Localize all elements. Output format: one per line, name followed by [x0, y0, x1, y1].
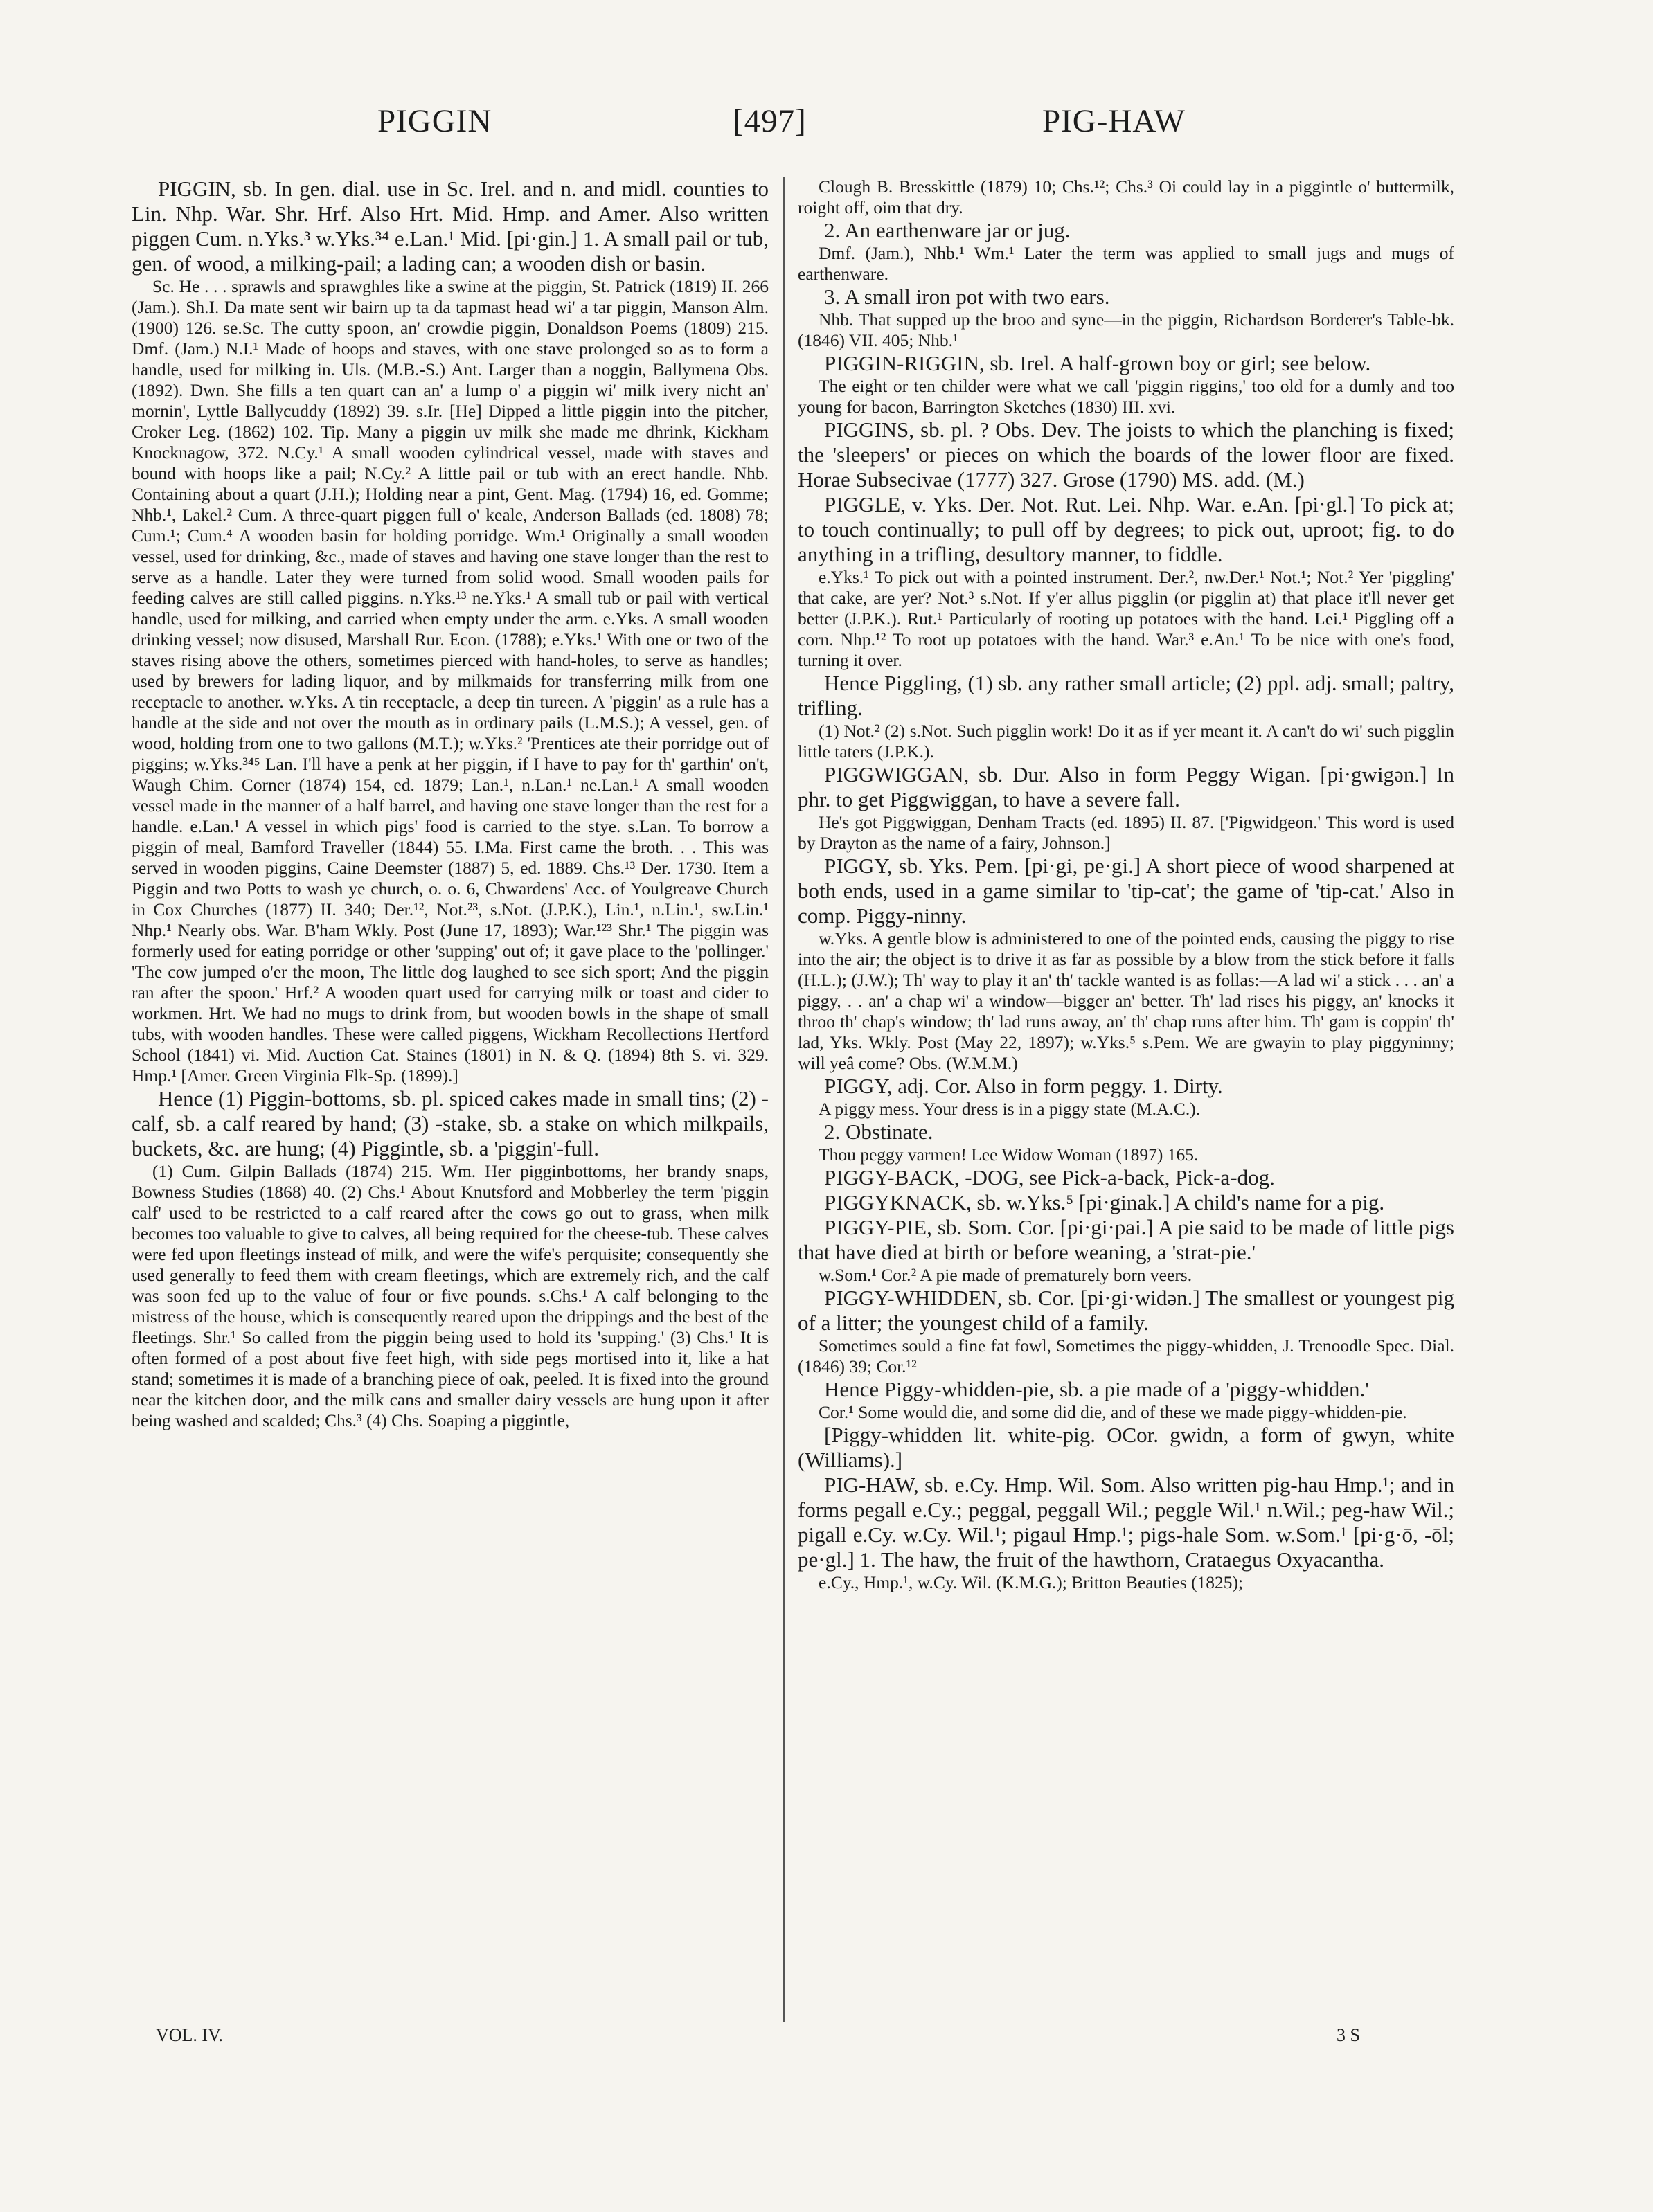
- entry-citations: (1) Cum. Gilpin Ballads (1874) 215. Wm. Her pigginbottoms, her brandy snaps, Bowness Studies (1868) 40. (2) Chs.¹ About Knutsford and Mobberley the term 'piggin calf' used to be restricted to a calf reared after the cows go out to grass, when milk becomes too valuable to give to calves, all being required for the cheese-tub. These calves were fed upon fleetings instead of milk, and were the wife's perquisite; consequently she used generally to feed them with cream fleetings, which are extremely rich, and the calf was soon fed up to the value of four or five pounds. s.Chs.¹ A calf belonging to the mistress of the house, which is consequently reared upon the drippings and the best of the fleetings. Shr.¹ So called from the piggin being used to hold its 'supping.' (3) Chs.¹ It is often formed of a post about five feet high, with side pegs mortised into it, like a hat stand; sometimes it is made of a branching piece of oak, peeled. It is fixed into the ground near the kitchen door, and the milk cans and smaller dairy vessels are hung upon it after being washed and scalded; Chs.³ (4) Chs. Soaping a piggintle,: [132, 1161, 769, 1430]
- column-divider: [783, 177, 785, 2022]
- dictionary-entry: PIGGWIGGAN, sb. Dur. Also in form Peggy Wigan. [pi·gwigən.] In phr. to get Piggwiggan, to have a severe fall.: [798, 762, 1454, 811]
- dictionary-entry: Hence (1) Piggin-bottoms, sb. pl. spiced cakes made in small tins; (2) -calf, sb. a calf reared by hand; (3) -stake, sb. a stake on which milkpails, buckets, &c. are hung; (4) Piggintle, sb. a 'piggin'-full.: [132, 1086, 769, 1160]
- dictionary-entry: PIGGY, adj. Cor. Also in form peggy. 1. Dirty.: [824, 1074, 1223, 1098]
- signature-mark: 3 S: [1337, 2025, 1360, 2045]
- entry-citations: w.Som.¹ Cor.² A pie made of prematurely born veers.: [819, 1265, 1192, 1285]
- left-column: [132, 177, 769, 1431]
- dictionary-entry: PIG-HAW, sb. e.Cy. Hmp. Wil. Som. Also written pig-hau Hmp.¹; and in forms pegall e.Cy.; peggal, peggall Wil.; peggle Wil.¹ n.Wil.; peg-haw Wil.; pigall e.Cy. w.Cy. Wil.¹; pigaul Hmp.¹; pigs-hale Som. w.Som.¹ [pi·g·ō, -ōl; pe·gl.] 1. The haw, the fruit of the hawthorn, Crataegus Oxyacantha.: [798, 1473, 1454, 1572]
- entry-citations: Cor.¹ Some would die, and some did die, and of these we made piggy-whidden-pie.: [819, 1402, 1407, 1422]
- volume-label: VOL. IV.: [156, 2025, 224, 2045]
- entry-citations: The eight or ten childer were what we call 'piggin riggins,' too old for a dumly and too young for bacon, Barrington Sketches (1830) III. xvi.: [798, 376, 1454, 417]
- entry-citations: e.Yks.¹ To pick out with a pointed instrument. Der.², nw.Der.¹ Not.¹; Not.² Yer 'piggling' that cake, are yer? Not.³ s.Not. If y'er allus pigglin (or pigglin at) that place it'll never get better (J.P.K.). Rut.¹ Particularly of rooting up potatoes with the hand. Lei.¹ Piggling off a corn. Nhp.¹² To root up potatoes with the hand. War.³ e.An.¹ To be nice with one's food, turning it over.: [798, 567, 1454, 670]
- dictionary-entry: PIGGIN-RIGGIN, sb. Irel. A half-grown boy or girl; see below.: [824, 351, 1371, 375]
- dictionary-entry: PIGGY-BACK, -DOG, see Pick-a-back, Pick-a-dog.: [824, 1165, 1275, 1189]
- page-number: [497]: [733, 103, 807, 139]
- dictionary-entry: PIGGIN, sb. In gen. dial. use in Sc. Irel. and n. and midl. counties to Lin. Nhp. War. Shr. Hrf. Also Hrt. Mid. Hmp. and Amer. Also written piggen Cum. n.Yks.³ w.Yks.³⁴ e.Lan.¹ Mid. [pi·gin.] 1. A small pail or tub, gen. of wood, a milking-pail; a lading can; a wooden dish or basin.: [132, 177, 769, 276]
- entry-citations: Thou peggy varmen! Lee Widow Woman (1897) 165.: [819, 1144, 1199, 1165]
- right-column: [798, 177, 1454, 1593]
- entry-citations: w.Yks. A gentle blow is administered to one of the pointed ends, causing the piggy to rise into the air; the object is to drive it as far as possible by a blow from the stick before it falls (H.L.); (J.W.); Th' way to play it an' th' tackle wanted is as follas:—A lad wi' a stick . . . an' a piggy, . . an' a chap wi' a window—bigger an' better. Th' lad rises his piggy, an' knocks it throo th' chap's window; th' lad runs away, an' th' chap runs after him. Th' gam is coppin' th' lad, Yks. Wkly. Post (May 22, 1897); w.Yks.⁵ s.Pem. We are gwayin to play piggyninny; will yeâ come? Obs. (W.M.M.): [798, 928, 1454, 1073]
- dictionary-entry: PIGGLE, v. Yks. Der. Not. Rut. Lei. Nhp. War. e.An. [pi·gl.] To pick at; to touch continually; to pull off by degrees; to pick out, uproot; fig. to do anything in a trifling, desultory manner, to fiddle.: [798, 492, 1454, 566]
- entry-citations: (1) Not.² (2) s.Not. Such pigglin work! Do it as if yer meant it. A can't do wi' such pigglin little taters (J.P.K.).: [798, 721, 1454, 762]
- dictionary-entry: 2. An earthenware jar or jug.: [824, 218, 1071, 242]
- dictionary-entry: 3. A small iron pot with two ears.: [824, 285, 1110, 309]
- dictionary-entry: PIGGY-PIE, sb. Som. Cor. [pi·gi·pai.] A pie said to be made of little pigs that have died at birth or before weaning, a 'strat-pie.': [798, 1215, 1454, 1264]
- entry-citations: Sc. He . . . sprawls and sprawghles like a swine at the piggin, St. Patrick (1819) II. 266 (Jam.). Sh.I. Da mate sent wir bairn up ta da tapmast head wi' a tar piggin, Manson Alm. (1900) 126. se.Sc. The cutty spoon, an' crowdie piggin, Donaldson Poems (1809) 215. Dmf. (Jam.) N.I.¹ Made of hoops and staves, with one stave prolonged so as to form a handle, used for milking in. Uls. (M.B.-S.) Ant. Larger than a noggin, Ballymena Obs. (1892). Dwn. She fills a ten quart can an' a lump o' a piggin wi' milk ivery nicht an' mornin', Lyttle Ballycuddy (1892) 39. s.Ir. [He] Dipped a little piggin into the pitcher, Croker Leg. (1862) 102. Tip. Many a piggin uv milk she made me dhrink, Kickham Knocknagow, 372. N.Cy.¹ A small wooden cylindrical vessel, made with staves and bound with hoops like a pail; N.Cy.² A little pail or tub with an erect handle. Nhb. Containing about a quart (J.H.); Holding near a pint, Gent. Mag. (1794) 16, ed. Gomme; Nhb.¹, Lakel.² Cum. A three-quart piggen full o' keale, Anderson Ballads (ed. 1808) 78; Cum.¹; Cum.⁴ A wooden basin for holding porridge. Wm.¹ Originally a small wooden vessel, used for drinking, &c., made of staves and having one stave longer than the rest to serve as a handle. Later they were turned from solid wood. Small wooden pails for feeding calves are still called piggins. n.Yks.¹³ ne.Yks.¹ A small tub or pail with vertical handle, used for milking, and carried when empty under the arm. e.Yks. A small wooden drinking vessel; now disused, Marshall Rur. Econ. (1788); e.Yks.¹ With one or two of the staves rising above the others, sometimes pierced with hand-holes, to serve as handles; used by brewers for lading liquor, and by milkmaids for transferring milk from one receptacle to another. w.Yks. A tin receptacle, a deep tin tureen. A 'piggin' as a rule has a handle at the side and not over the mouth as in ordinary pails (L.M.S.); A vessel, gen. of wood, holding from one to two gallons (M.T.); w.Yks.² 'Prentices ate their porridge out of piggins; w.Yks.³⁴⁵ Lan. I'll have a penk at her piggin, if I have to pay for th' garthin' on't, Waugh Chim. Corner (1874) 154, ed. 1879; Lan.¹, n.Lan.¹ ne.Lan.¹ A small wooden vessel made in the manner of a half barrel, and having one stave longer than the rest for a handle. e.Lan.¹ A vessel in which pigs' food is carried to the stye. s.Lan. To borrow a piggin of meal, Bamford Traveller (1844) 55. I.Ma. First came the broth. . . This was served in wooden piggins, Caine Deemster (1887) 5, ed. 1889. Chs.¹³ Der. 1730. Item a Piggin and two Potts to wash ye church, o. o. 6, Chwardens' Acc. of Youlgreave Church in Cox Churches (1877) II. 340; Der.¹², Not.²³, s.Not. (J.P.K.), Lin.¹, n.Lin.¹, sw.Lin.¹ Nhp.¹ Nearly obs. War. B'ham Wkly. Post (June 17, 1893); War.¹²³ Shr.¹ The piggin was formerly used for eating porridge or other 'supping' out of; it gave place to the 'pollinger.' 'The cow jumped o'er the moon, The little dog laughed to see sich sport; And the piggin ran after the spoon.' Hrf.² A wooden quart used for carrying milk or toast and cider to workmen. Hrt. We had no mugs to drink from, but wooden bowls in the shape of small tubs, with wooden handles. These were called piggens, Wickham Recollections Hertford School (1841) vi. Mid. Auction Cat. Staines (1801) in N. & Q. (1894) 8th S. vi. 329. Hmp.¹ [Amer. Green Virginia Flk-Sp. (1899).]: [132, 276, 769, 1086]
- running-head-left: PIGGIN: [377, 103, 492, 139]
- dictionary-entry: Hence Piggling, (1) sb. any rather small article; (2) ppl. adj. small; paltry, trifling.: [798, 671, 1454, 720]
- entry-citations: e.Cy., Hmp.¹, w.Cy. Wil. (K.M.G.); Britton Beauties (1825);: [819, 1572, 1244, 1592]
- dictionary-entry: Hence Piggy-whidden-pie, sb. a pie made of a 'piggy-whidden.': [824, 1377, 1369, 1401]
- dictionary-entry: PIGGY, sb. Yks. Pem. [pi·gi, pe·gi.] A short piece of wood sharpened at both ends, used in a game similar to 'tip-cat'; the game of 'tip-cat.' Also in comp. Piggy-ninny.: [798, 854, 1454, 928]
- entry-citations: Dmf. (Jam.), Nhb.¹ Wm.¹ Later the term was applied to small jugs and mugs of earthenware.: [798, 243, 1454, 284]
- entry-citations: Clough B. Bresskittle (1879) 10; Chs.¹²; Chs.³ Oi could lay in a piggintle o' buttermilk, roight off, oim that dry.: [798, 177, 1454, 217]
- entry-citations: He's got Piggwiggan, Denham Tracts (ed. 1895) II. 87. ['Pigwidgeon.' This word is used by Drayton as the name of a fairy, Johnson.]: [798, 812, 1454, 853]
- entry-citations: A piggy mess. Your dress is in a piggy state (M.A.C.).: [819, 1099, 1201, 1119]
- dictionary-entry: PIGGYKNACK, sb. w.Yks.⁵ [pi·ginak.] A child's name for a pig.: [824, 1190, 1385, 1214]
- running-head-right: PIG-HAW: [1042, 103, 1186, 139]
- entry-citations: Nhb. That supped up the broo and syne—in the piggin, Richardson Borderer's Table-bk. (1846) VII. 405; Nhb.¹: [798, 309, 1454, 350]
- entry-citations: Sometimes sould a fine fat fowl, Sometimes the piggy-whidden, J. Trenoodle Spec. Dial. (1846) 39; Cor.¹²: [798, 1336, 1454, 1376]
- dictionary-entry: PIGGINS, sb. pl. ? Obs. Dev. The joists to which the planching is fixed; the 'sleepers' or pieces on which the boards of the lower floor are fixed. Horae Subsecivae (1777) 327. Grose (1790) MS. add. (M.): [798, 417, 1454, 492]
- dictionary-entry: PIGGY-WHIDDEN, sb. Cor. [pi·gi·widən.] The smallest or youngest pig of a litter; the youngest child of a family.: [798, 1286, 1454, 1335]
- dictionary-entry: [Piggy-whidden lit. white-pig. OCor. gwidn, a form of gwyn, white (Williams).]: [798, 1423, 1454, 1472]
- dictionary-entry: 2. Obstinate.: [824, 1120, 933, 1144]
